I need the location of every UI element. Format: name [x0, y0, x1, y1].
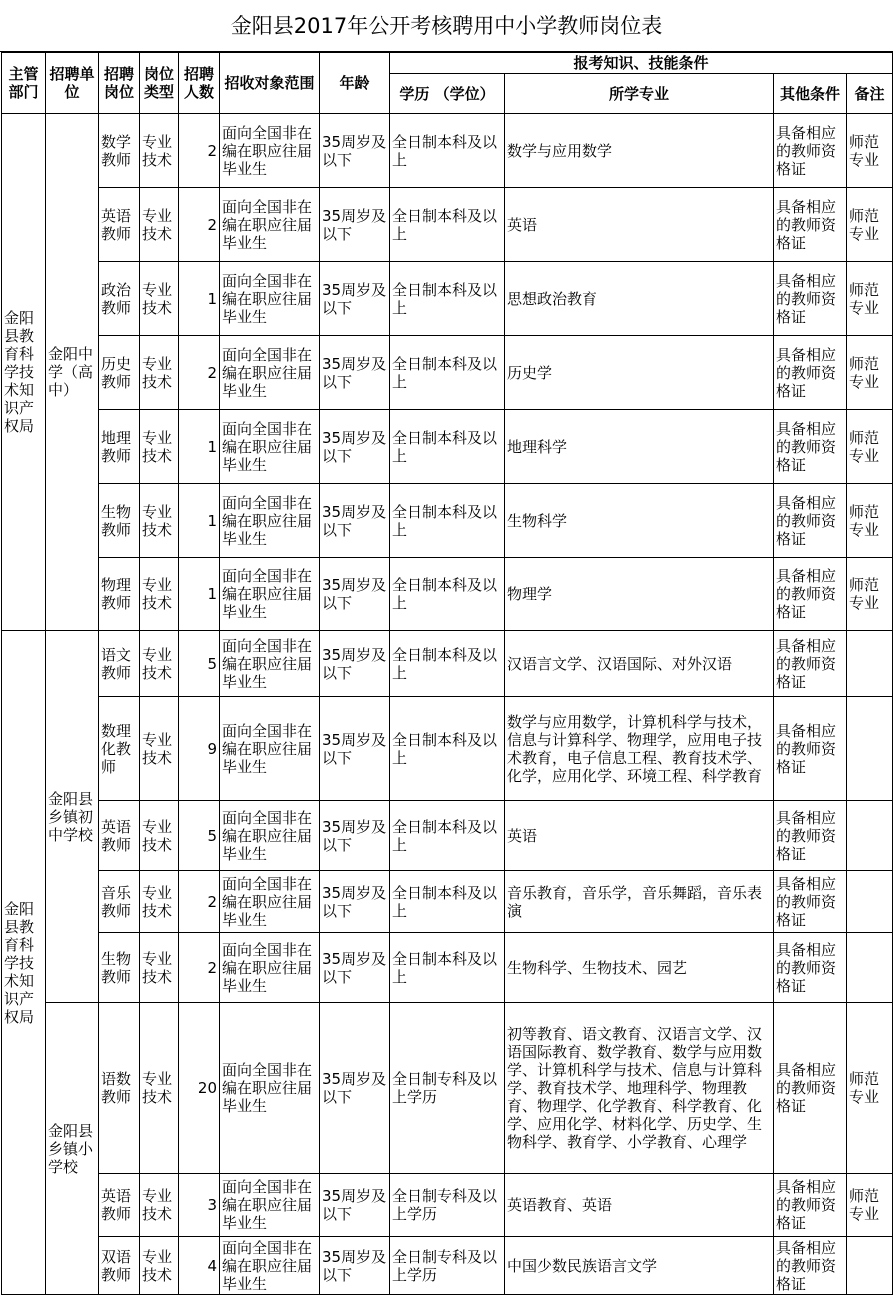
major-cell: 英语	[505, 801, 774, 871]
type-cell: 专业技术	[140, 1174, 179, 1237]
type-cell: 专业技术	[140, 336, 179, 410]
table-row	[2, 558, 893, 631]
major-cell: 数学与应用数学，计算机科学与技术，信息与计算科学、物理学，应用电子技术教育，电子信息工程、教育技术学、化学，应用化学、环境工程、科学教育	[505, 697, 774, 801]
dept-cell: 金阳县教育科学技术知识产权局	[2, 114, 46, 631]
type-cell: 专业技术	[140, 1237, 179, 1295]
post-cell: 英语教师	[99, 188, 140, 262]
header-dept: 主管部门	[2, 53, 46, 114]
age-cell: 35周岁及以下	[320, 697, 390, 801]
positions-table	[1, 52, 893, 1295]
table-row	[2, 1174, 893, 1237]
scope-cell: 面向全国非在编在职应往届毕业生	[220, 1003, 320, 1174]
other-cell: 具备相应的教师资格证	[774, 801, 847, 871]
age-cell: 35周岁及以下	[320, 1237, 390, 1295]
note-cell: 师范专业	[847, 336, 893, 410]
age-cell: 35周岁及以下	[320, 631, 390, 697]
page-title: 金阳县2017年公开考核聘用中小学教师岗位表	[0, 0, 893, 52]
count-cell: 5	[179, 801, 220, 871]
type-cell: 专业技术	[140, 188, 179, 262]
scope-cell: 面向全国非在编在职应往届毕业生	[220, 697, 320, 801]
education-cell: 全日制本科及以上	[390, 871, 505, 933]
education-cell: 全日制本科及以上	[390, 558, 505, 631]
major-cell: 生物科学、生物技术、园艺	[505, 933, 774, 1003]
post-cell: 生物教师	[99, 933, 140, 1003]
table-row	[2, 871, 893, 933]
other-cell: 具备相应的教师资格证	[774, 697, 847, 801]
other-cell: 具备相应的教师资格证	[774, 188, 847, 262]
header-note: 备注	[847, 74, 893, 114]
header-education: 学历 （学位）	[390, 74, 505, 114]
type-cell: 专业技术	[140, 558, 179, 631]
education-cell: 全日制本科及以上	[390, 114, 505, 188]
count-cell: 2	[179, 188, 220, 262]
note-cell: 师范专业	[847, 114, 893, 188]
note-cell	[847, 1237, 893, 1295]
major-cell: 初等教育、语文教育、汉语言文学、汉语国际教育、数学教育、数学与应用数学、计算机科学与技术、信息与计算科学、教育技术学、地理科学、物理教育、物理学、化学教育、科学教育、化学、应用化学、材料化学、历史学、生物科学、教育学、小学教育、心理学	[505, 1003, 774, 1174]
scope-cell: 面向全国非在编在职应往届毕业生	[220, 1174, 320, 1237]
major-cell: 地理科学	[505, 410, 774, 484]
type-cell: 专业技术	[140, 801, 179, 871]
age-cell: 35周岁及以下	[320, 188, 390, 262]
note-cell: 师范专业	[847, 1174, 893, 1237]
age-cell: 35周岁及以下	[320, 114, 390, 188]
major-cell: 思想政治教育	[505, 262, 774, 336]
age-cell: 35周岁及以下	[320, 871, 390, 933]
education-cell: 全日制本科及以上	[390, 410, 505, 484]
note-cell: 师范专业	[847, 558, 893, 631]
post-cell: 历史教师	[99, 336, 140, 410]
count-cell: 5	[179, 631, 220, 697]
scope-cell: 面向全国非在编在职应往届毕业生	[220, 801, 320, 871]
type-cell: 专业技术	[140, 114, 179, 188]
education-cell: 全日制本科及以上	[390, 933, 505, 1003]
major-cell: 英语	[505, 188, 774, 262]
age-cell: 35周岁及以下	[320, 933, 390, 1003]
age-cell: 35周岁及以下	[320, 262, 390, 336]
major-cell: 汉语言文学、汉语国际、对外汉语	[505, 631, 774, 697]
post-cell: 语数教师	[99, 1003, 140, 1174]
post-cell: 音乐教师	[99, 871, 140, 933]
other-cell: 具备相应的教师资格证	[774, 262, 847, 336]
age-cell: 35周岁及以下	[320, 484, 390, 558]
post-cell: 数学教师	[99, 114, 140, 188]
other-cell: 具备相应的教师资格证	[774, 114, 847, 188]
type-cell: 专业技术	[140, 697, 179, 801]
education-cell: 全日制专科及以上学历	[390, 1003, 505, 1174]
major-cell: 英语教育、英语	[505, 1174, 774, 1237]
note-cell: 师范专业	[847, 410, 893, 484]
header-major: 所学专业	[505, 74, 774, 114]
table-row	[2, 188, 893, 262]
note-cell: 师范专业	[847, 188, 893, 262]
age-cell: 35周岁及以下	[320, 1174, 390, 1237]
post-cell: 英语教师	[99, 1174, 140, 1237]
note-cell	[847, 871, 893, 933]
note-cell	[847, 697, 893, 801]
header-other: 其他条件	[774, 74, 847, 114]
header-conditions-group: 报考知识、技能条件	[390, 53, 893, 74]
header-row-1	[2, 53, 893, 74]
type-cell: 专业技术	[140, 871, 179, 933]
major-cell: 数学与应用数学	[505, 114, 774, 188]
major-cell: 历史学	[505, 336, 774, 410]
count-cell: 2	[179, 871, 220, 933]
count-cell: 1	[179, 410, 220, 484]
header-scope: 招收对象范围	[220, 53, 320, 114]
post-cell: 英语教师	[99, 801, 140, 871]
age-cell: 35周岁及以下	[320, 1003, 390, 1174]
other-cell: 具备相应的教师资格证	[774, 484, 847, 558]
other-cell: 具备相应的教师资格证	[774, 933, 847, 1003]
scope-cell: 面向全国非在编在职应往届毕业生	[220, 262, 320, 336]
header-type: 岗位类型	[140, 53, 179, 114]
type-cell: 专业技术	[140, 631, 179, 697]
note-cell	[847, 933, 893, 1003]
scope-cell: 面向全国非在编在职应往届毕业生	[220, 933, 320, 1003]
note-cell: 师范专业	[847, 1003, 893, 1174]
education-cell: 全日制本科及以上	[390, 188, 505, 262]
dept-cell: 金阳县教育科学技术知识产权局	[2, 631, 46, 1295]
type-cell: 专业技术	[140, 410, 179, 484]
type-cell: 专业技术	[140, 484, 179, 558]
scope-cell: 面向全国非在编在职应往届毕业生	[220, 114, 320, 188]
header-count: 招聘人数	[179, 53, 220, 114]
other-cell: 具备相应的教师资格证	[774, 1003, 847, 1174]
count-cell: 9	[179, 697, 220, 801]
scope-cell: 面向全国非在编在职应往届毕业生	[220, 631, 320, 697]
count-cell: 2	[179, 336, 220, 410]
post-cell: 生物教师	[99, 484, 140, 558]
table-row	[2, 933, 893, 1003]
education-cell: 全日制专科及以上学历	[390, 1237, 505, 1295]
other-cell: 具备相应的教师资格证	[774, 558, 847, 631]
scope-cell: 面向全国非在编在职应往届毕业生	[220, 484, 320, 558]
scope-cell: 面向全国非在编在职应往届毕业生	[220, 188, 320, 262]
post-cell: 政治教师	[99, 262, 140, 336]
count-cell: 20	[179, 1003, 220, 1174]
table-body	[2, 114, 893, 1295]
note-cell	[847, 801, 893, 871]
unit-cell: 金阳中学（高中）	[46, 114, 99, 631]
table-row	[2, 410, 893, 484]
unit-cell: 金阳县乡镇小学校	[46, 1003, 99, 1295]
header-age: 年龄	[320, 53, 390, 114]
major-cell: 生物科学	[505, 484, 774, 558]
count-cell: 4	[179, 1237, 220, 1295]
scope-cell: 面向全国非在编在职应往届毕业生	[220, 558, 320, 631]
post-cell: 双语教师	[99, 1237, 140, 1295]
post-cell: 语文教师	[99, 631, 140, 697]
type-cell: 专业技术	[140, 262, 179, 336]
count-cell: 2	[179, 933, 220, 1003]
age-cell: 35周岁及以下	[320, 410, 390, 484]
scope-cell: 面向全国非在编在职应往届毕业生	[220, 336, 320, 410]
education-cell: 全日制专科及以上学历	[390, 1174, 505, 1237]
table-row	[2, 801, 893, 871]
major-cell: 中国少数民族语言文学	[505, 1237, 774, 1295]
scope-cell: 面向全国非在编在职应往届毕业生	[220, 1237, 320, 1295]
other-cell: 具备相应的教师资格证	[774, 1174, 847, 1237]
table-row	[2, 262, 893, 336]
post-cell: 数理化教师	[99, 697, 140, 801]
note-cell: 师范专业	[847, 262, 893, 336]
education-cell: 全日制本科及以上	[390, 336, 505, 410]
education-cell: 全日制本科及以上	[390, 631, 505, 697]
other-cell: 具备相应的教师资格证	[774, 336, 847, 410]
type-cell: 专业技术	[140, 1003, 179, 1174]
table-row	[2, 1003, 893, 1174]
other-cell: 具备相应的教师资格证	[774, 1237, 847, 1295]
table-row	[2, 1237, 893, 1295]
age-cell: 35周岁及以下	[320, 801, 390, 871]
other-cell: 具备相应的教师资格证	[774, 410, 847, 484]
other-cell: 具备相应的教师资格证	[774, 631, 847, 697]
scope-cell: 面向全国非在编在职应往届毕业生	[220, 410, 320, 484]
type-cell: 专业技术	[140, 933, 179, 1003]
note-cell: 师范专业	[847, 484, 893, 558]
table-row	[2, 697, 893, 801]
education-cell: 全日制本科及以上	[390, 484, 505, 558]
note-cell	[847, 631, 893, 697]
table-row	[2, 484, 893, 558]
table-row	[2, 336, 893, 410]
post-cell: 物理教师	[99, 558, 140, 631]
table-row	[2, 631, 893, 697]
other-cell: 具备相应的教师资格证	[774, 871, 847, 933]
count-cell: 1	[179, 262, 220, 336]
count-cell: 3	[179, 1174, 220, 1237]
count-cell: 1	[179, 484, 220, 558]
age-cell: 35周岁及以下	[320, 558, 390, 631]
major-cell: 物理学	[505, 558, 774, 631]
table-row	[2, 114, 893, 188]
count-cell: 1	[179, 558, 220, 631]
scope-cell: 面向全国非在编在职应往届毕业生	[220, 871, 320, 933]
unit-cell: 金阳县乡镇初中学校	[46, 631, 99, 1003]
education-cell: 全日制本科及以上	[390, 262, 505, 336]
age-cell: 35周岁及以下	[320, 336, 390, 410]
header-unit: 招聘单位	[46, 53, 99, 114]
education-cell: 全日制本科及以上	[390, 697, 505, 801]
header-post: 招聘岗位	[99, 53, 140, 114]
education-cell: 全日制本科及以上	[390, 801, 505, 871]
major-cell: 音乐教育，音乐学，音乐舞蹈，音乐表演	[505, 871, 774, 933]
count-cell: 2	[179, 114, 220, 188]
post-cell: 地理教师	[99, 410, 140, 484]
